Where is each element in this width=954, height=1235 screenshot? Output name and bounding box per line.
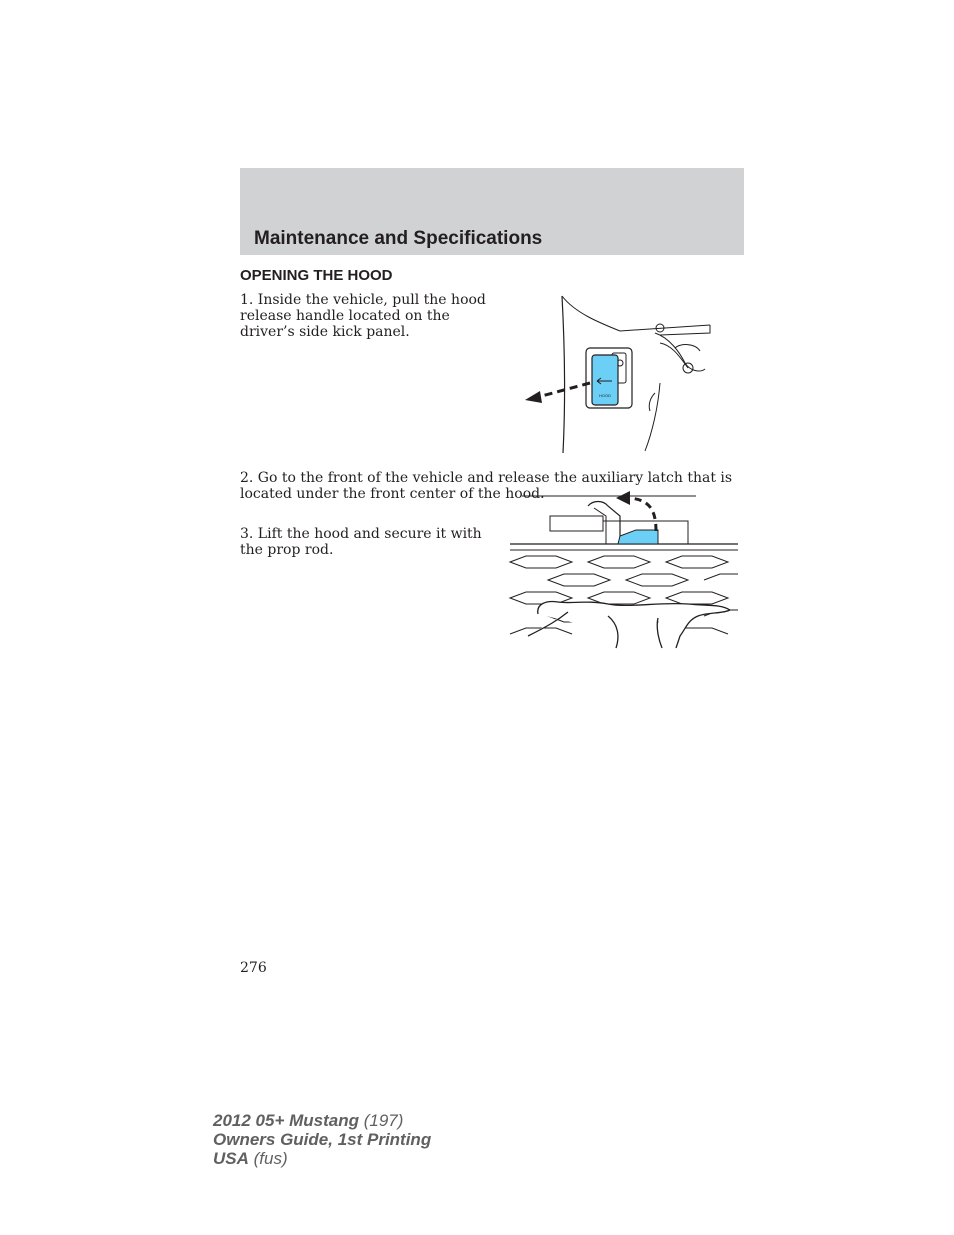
section-title: Maintenance and Specifications: [254, 228, 543, 249]
hood-release-handle-illustration: [520, 293, 715, 455]
section-header-band: [240, 168, 744, 255]
hood-handle-label: HOOD: [599, 393, 611, 398]
page-number: 276: [240, 960, 267, 976]
footer-line-2: [213, 1130, 431, 1149]
footer-line-3: [213, 1149, 431, 1168]
footer-model: 2012 05+ Mustang: [213, 1111, 359, 1130]
subsection-heading: OPENING THE HOOD: [240, 267, 393, 284]
footer-line-1: [213, 1111, 431, 1130]
step-3-text: 3. Lift the hood and secure it with the prop rod.: [240, 526, 482, 558]
auxiliary-latch-illustration: [508, 486, 742, 650]
step-2-text: 2. Go to the front of the vehicle and release the auxiliary latch that is located under the front center of the hood.: [240, 470, 733, 502]
footer-guide: Owners Guide, 1st Printing: [213, 1130, 432, 1149]
footer-region: USA: [213, 1149, 249, 1168]
step-1-text: 1. Inside the vehicle, pull the hood release handle located on the driver’s side kick panel.: [240, 292, 486, 340]
footer-model-code: (197): [363, 1111, 404, 1130]
footer-region-code: (fus): [253, 1149, 288, 1168]
document-footer: [213, 1111, 431, 1168]
